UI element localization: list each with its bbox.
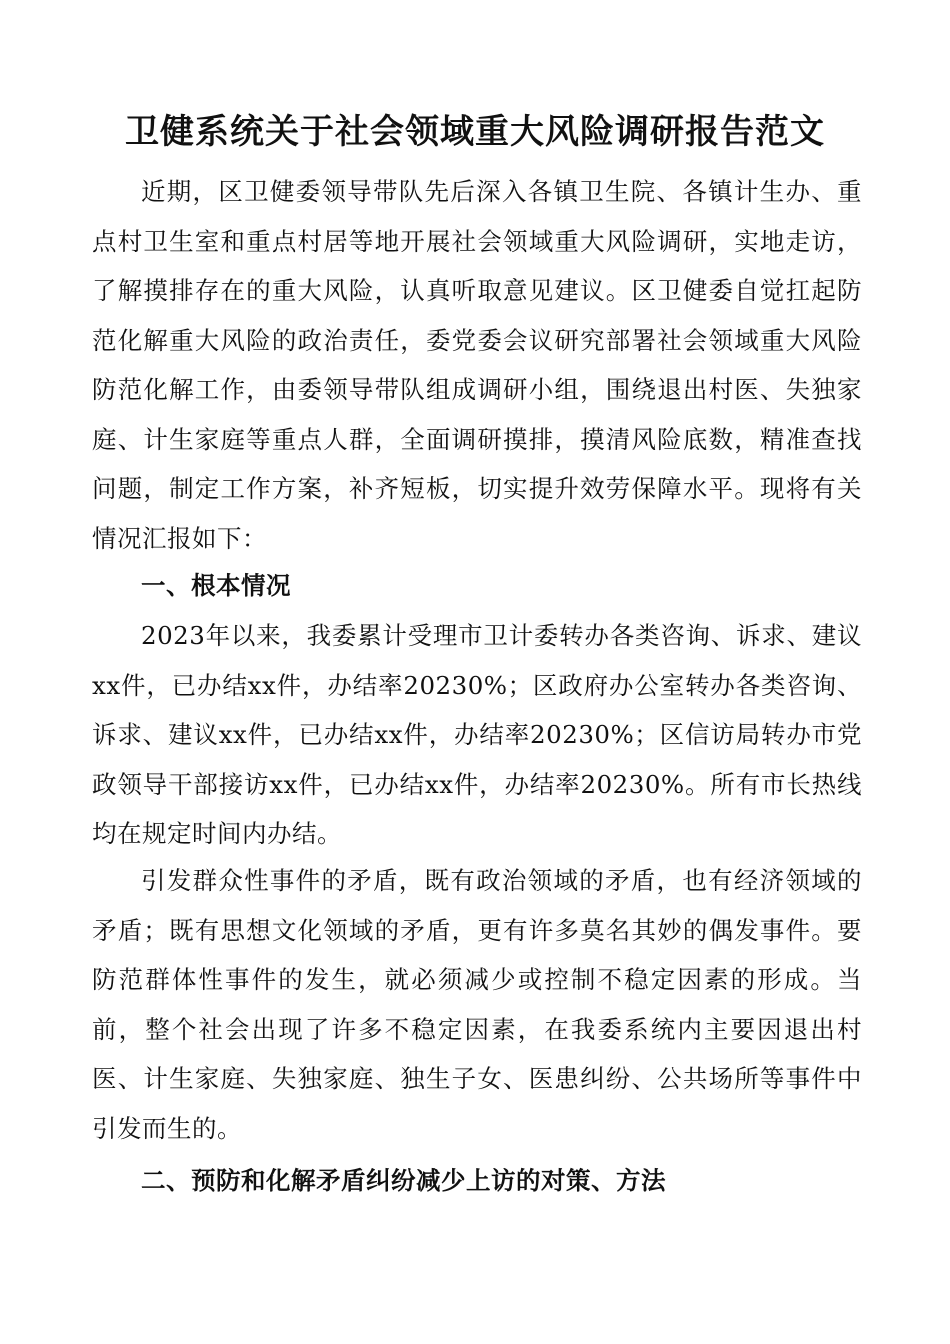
document-title: 卫健系统关于社会领域重大风险调研报告范文 bbox=[125, 112, 825, 152]
section-1-heading: 一、根本情况 bbox=[141, 571, 291, 600]
section-1-paragraph-2: 引发群众性事件的矛盾，既有政治领域的矛盾，也有经济领域的矛盾；既有思想文化领域的矛盾，更有许多莫名其妙的偶发事件。要防范群体性事件的发生，就必须减少或控制不稳定因素的形成。当前，整个社会出现了许多不稳定因素，在我委系统内主要因退出村医、计生家庭、失独家庭、独生子女、医患纠纷、公共场所等事件中引发而生的。 bbox=[92, 866, 862, 1143]
intro-paragraph: 近期，区卫健委领导带队先后深入各镇卫生院、各镇计生办、重点村卫生室和重点村居等地开展社会领域重大风险调研，实地走访，了解摸排存在的重大风险，认真听取意见建议。区卫健委自觉扛起防范化解重大风险的政治责任，委党委会议研究部署社会领域重大风险防范化解工作，由委领导带队组成调研小组，围绕退出村医、失独家庭、计生家庭等重点人群，全面调研摸排，摸清风险底数，精准查找问题，制定工作方案，补齐短板，切实提升效劳保障水平。现将有关情况汇报如下： bbox=[92, 177, 862, 553]
section-1-paragraph-1: 2023年以来，我委累计受理市卫计委转办各类咨询、诉求、建议xx件，已办结xx件，办结率20230%；区政府办公室转办各类咨询、诉求、建议xx件，已办结xx件，办结率20230%；区信访局转办市党政领导干部接访xx件，已办结xx件，办结率20230%。所有市长热线均在规定时间内办结。 bbox=[92, 621, 862, 848]
section-2-heading: 二、预防和化解矛盾纠纷减少上访的对策、方法 bbox=[141, 1166, 666, 1195]
